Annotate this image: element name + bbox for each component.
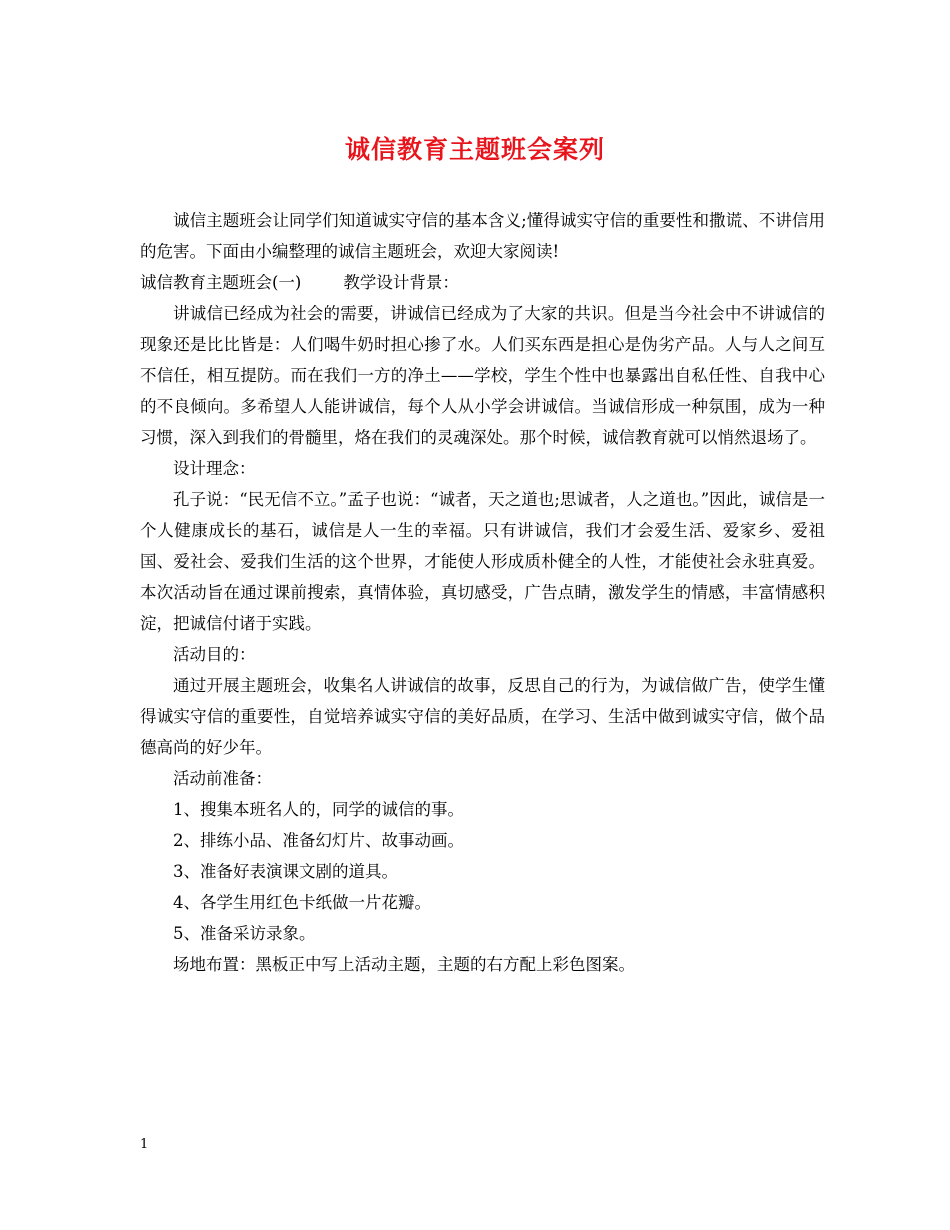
document-title: 诚信教育主题班会案列	[344, 135, 605, 164]
prep-item: 2、排练小品、准备幻灯片、故事动画。	[173, 831, 464, 850]
prep-item: 5、准备采访录象。	[173, 924, 316, 943]
purpose-paragraph: 通过开展主题班会，收集名人讲诚信的故事，反思自己的行为，为诚信做广告，使学生懂得诚实守信的重要性，自觉培养诚实守信的美好品质，在学习、生活中做到诚实守信，做个品德高尚的好少年。	[140, 676, 825, 757]
section-heading: 诚信教育主题班会(一)	[140, 273, 302, 292]
prep-item: 3、准备好表演课文剧的道具。	[173, 862, 398, 881]
intro-paragraph: 诚信主题班会让同学们知道诚实守信的基本含义;懂得诚实守信的重要性和撒谎、不讲信用的危害。下面由小编整理的诚信主题班会，欢迎大家阅读!	[140, 211, 825, 261]
venue-paragraph: 场地布置：黑板正中写上活动主题，主题的右方配上彩色图案。	[173, 955, 635, 974]
concept-label: 设计理念：	[173, 459, 256, 478]
background-label: 教学设计背景：	[343, 273, 459, 292]
document-body	[140, 205, 825, 980]
concept-paragraph: 孔子说：“民无信不立。”孟子也说：“诚者，天之道也;思诚者，人之道也。”因此，诚信是一个人健康成长的基石，诚信是人一生的幸福。只有讲诚信，我们才会爱生活、爱家乡、爱祖国、爱社会、爱我们生活的这个世界，才能使人形成质朴健全的人性，才能使社会永驻真爱。本次活动旨在通过课前搜索，真情体验，真切感受，广告点睛，激发学生的情感，丰富情感积淀，把诚信付诸于实践。	[140, 490, 825, 633]
purpose-label: 活动目的：	[173, 645, 256, 664]
page-number: 1	[140, 1137, 149, 1152]
prep-item: 4、各学生用红色卡纸做一片花瓣。	[173, 893, 431, 912]
prep-label: 活动前准备：	[173, 769, 272, 788]
prep-item: 1、搜集本班名人的，同学的诚信的事。	[173, 800, 464, 819]
background-paragraph: 讲诚信已经成为社会的需要，讲诚信已经成为了大家的共识。但是当今社会中不讲诚信的现象还是比比皆是：人们喝牛奶时担心掺了水。人们买东西是担心是伪劣产品。人与人之间互不信任，相互提防。而在我们一方的净土——学校，学生个性中也暴露出自私任性、自我中心的不良倾向。多希望人人能讲诚信，每个人从小学会讲诚信。当诚信形成一种氛围，成为一种习惯，深入到我们的骨髓里，烙在我们的灵魂深处。那个时候，诚信教育就可以悄然退场了。	[140, 304, 825, 447]
section-heading-line	[140, 267, 825, 298]
